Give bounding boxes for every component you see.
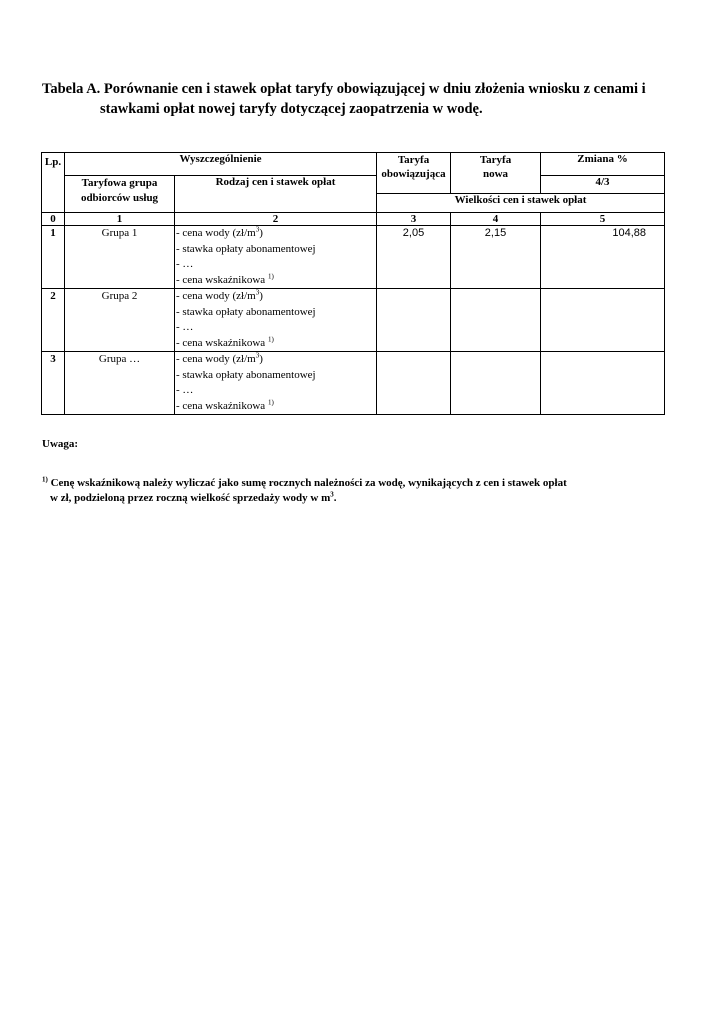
table-row <box>42 352 665 415</box>
row-grupa: Grupa 1 <box>65 226 175 289</box>
row-items <box>175 289 377 352</box>
item-cena-wody: - cena wody $(zł/m^3)$ <box>176 351 263 365</box>
header-taryfowa-grupa-line2: odbiorców usług <box>80 192 159 204</box>
header-taryfowa-grupa-line1: Taryfowa grupa <box>81 177 158 189</box>
column-number: 2 <box>175 213 377 226</box>
value-zmiana <box>541 352 665 415</box>
header-zmiana-sub: 4/3 <box>541 176 665 194</box>
item-stawka-abonamentowa: - stawka opłaty abonamentowej <box>176 305 316 318</box>
column-number: 0 <box>42 213 65 226</box>
tariff-comparison-table <box>41 152 665 415</box>
row-items <box>175 226 377 289</box>
footnote-marker: 1) <box>42 475 48 484</box>
value-taryfa-obowiazujaca <box>377 352 451 415</box>
header-taryfa-obowiazujaca-line1: Taryfa <box>397 154 430 166</box>
row-grupa: Grupa 2 <box>65 289 175 352</box>
header-wyszczegolnienie: Wyszczególnienie <box>65 153 377 176</box>
table-row <box>42 226 665 289</box>
title-line-1: Tabela A. Porównanie cen i stawek opłat taryfy obowiązującej w dniu złożenia wniosku z cenami i <box>42 81 646 97</box>
uwaga-label: Uwaga: <box>42 438 79 450</box>
column-number: 5 <box>541 213 665 226</box>
item-cena-wody: - cena wody $(zł/m^3)$ <box>176 288 263 302</box>
footnote-line-2: w zł, podzieloną przez roczną wielkość sprzedaży wody w $m^3$. <box>50 490 337 504</box>
item-stawka-abonamentowa: - stawka opłaty abonamentowej <box>176 368 316 381</box>
header-rodzaj: Rodzaj cen i stawek opłat <box>175 176 377 213</box>
header-taryfa-obowiazujaca-line2: obowiązująca <box>381 168 446 180</box>
value-zmiana <box>541 289 665 352</box>
header-row-2 <box>42 176 665 194</box>
column-number-row <box>42 213 665 226</box>
value-taryfa-nowa <box>451 289 541 352</box>
item-cena-wody: - cena wody $(zł/m^3)$ <box>176 225 263 239</box>
header-taryfa-obowiazujaca <box>377 153 451 194</box>
item-ellipsis: - … <box>176 384 194 396</box>
item-stawka-abonamentowa: - stawka opłaty abonamentowej <box>176 242 316 255</box>
header-row-1 <box>42 153 665 176</box>
item-cena-wskaznikowa: - cena wskaźnikowa $^{1)}$ <box>176 271 274 286</box>
row-lp: 3 <box>42 352 65 415</box>
header-taryfa-nowa-line1: Taryfa <box>479 154 512 166</box>
title-line-2: stawkami opłat nowej taryfy dotyczącej zaopatrzenia w wodę. <box>100 101 483 117</box>
row-lp: 2 <box>42 289 65 352</box>
header-taryfa-nowa-line2: nowa <box>482 168 509 180</box>
footnote-line-1: Cenę wskaźnikową należy wyliczać jako sumę rocznych należności za wodę, wynikających z cen i stawek opłat <box>47 477 567 489</box>
header-wielkosci: Wielkości cen i stawek opłat <box>377 194 665 213</box>
row-grupa: Grupa … <box>65 352 175 415</box>
column-number: 3 <box>377 213 451 226</box>
item-cena-wskaznikowa: - cena wskaźnikowa $^{1)}$ <box>176 397 274 412</box>
row-lp: 1 <box>42 226 65 289</box>
footnote <box>42 476 682 506</box>
value-taryfa-obowiazujaca: 2,05 <box>377 226 451 289</box>
table-row <box>42 289 665 352</box>
page-title <box>42 79 682 119</box>
header-lp: Lp. <box>42 153 65 213</box>
header-zmiana: Zmiana % <box>541 153 665 176</box>
item-ellipsis: - … <box>176 258 194 270</box>
header-taryfa-nowa <box>451 153 541 194</box>
header-taryfowa-grupa <box>65 176 175 213</box>
item-ellipsis: - … <box>176 321 194 333</box>
value-taryfa-nowa: 2,15 <box>451 226 541 289</box>
item-cena-wskaznikowa: - cena wskaźnikowa $^{1)}$ <box>176 334 274 349</box>
column-number: 4 <box>451 213 541 226</box>
value-zmiana: 104,88 <box>541 226 665 289</box>
value-taryfa-obowiazujaca <box>377 289 451 352</box>
row-items <box>175 352 377 415</box>
column-number: 1 <box>65 213 175 226</box>
value-taryfa-nowa <box>451 352 541 415</box>
